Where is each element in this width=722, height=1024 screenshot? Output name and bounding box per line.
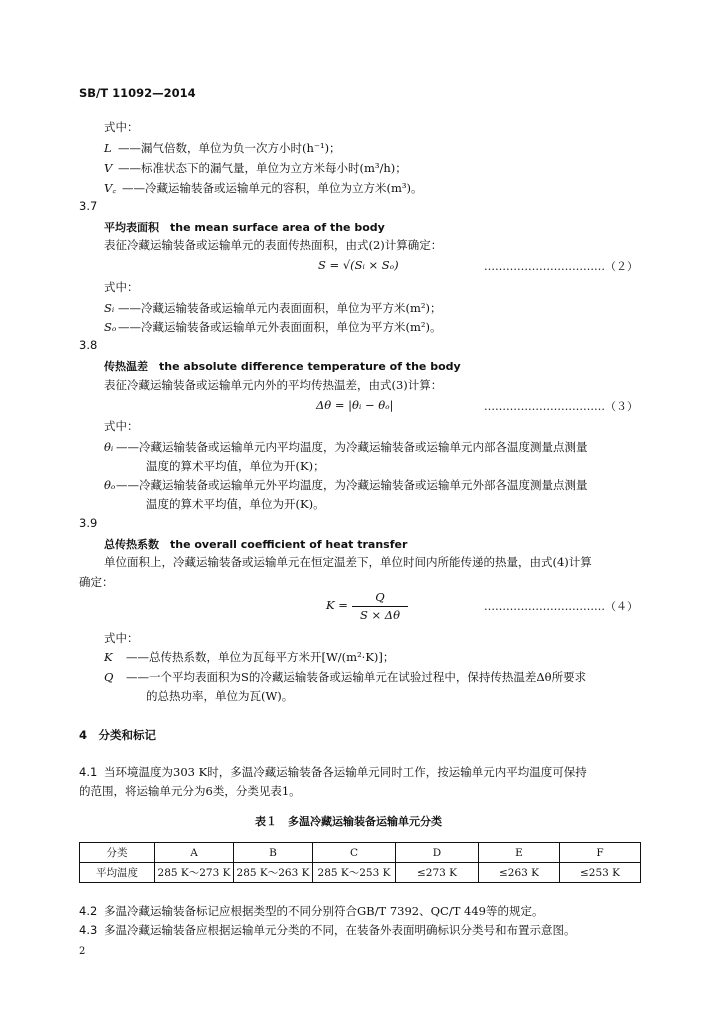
- def-theta-i-line2: 温度的算术平均值，单位为开(K)；: [146, 459, 325, 473]
- header-cell-category: 分类: [80, 843, 155, 863]
- def-L: ——漏气倍数，单位为负一次方小时(h⁻¹)；: [118, 141, 341, 155]
- header-cell-a: A: [155, 843, 234, 863]
- symbol-So: Sₒ: [104, 320, 117, 334]
- section-4-title: 4 分类和标记: [79, 728, 157, 742]
- symbol-Vc: V꜀: [104, 181, 117, 195]
- header-cell-c: C: [313, 843, 396, 863]
- standard-code: SB/T 11092—2014: [79, 86, 196, 100]
- clause-4-2-text: 多温冷藏运输装备标记应根据类型的不同分别符合GB/T 7392、QC/T 449等的规定。: [104, 904, 544, 918]
- header-cell-b: B: [234, 843, 313, 863]
- table-header-row: [80, 843, 641, 863]
- clause-4-3-text: 多温冷藏运输装备应根据运输单元分类的不同，在装备外表面明确标识分类号和布置示意图。: [104, 923, 576, 937]
- symbol-V: V: [104, 161, 113, 175]
- formula-3: Δθ = |θᵢ − θₒ|: [316, 398, 394, 412]
- def-Q-line2: 的总热功率，单位为瓦(W)。: [146, 689, 294, 703]
- section-3-7-desc: 表征冷藏运输装备或运输单元的表面传热面积，由式(2)计算确定：: [104, 238, 443, 252]
- section-3-8-title: 传热温差 the absolute difference temperature of the body: [104, 360, 461, 373]
- formula-4-numerator: Q: [375, 590, 385, 604]
- section-3-9-number: 3.9: [79, 516, 98, 530]
- section-3-8-desc: 表征冷藏运输装备或运输单元内外的平均传热温差，由式(3)计算：: [104, 378, 443, 392]
- section-3-9-intro: 式中：: [104, 631, 139, 645]
- clause-4-1-number: 4.1: [79, 765, 98, 779]
- defs-intro: 式中：: [104, 120, 139, 134]
- section-3-8-number: 3.8: [79, 338, 98, 352]
- def-Q-line1: ——一个平均表面积为S的冷藏运输装备或运输单元在试验过程中，保持传热温差Δθ所要求: [126, 670, 587, 684]
- section-3-9-desc-line1: 单位面积上，冷藏运输装备或运输单元在恒定温差下，单位时间内所能传递的热量，由式(4)计算: [104, 555, 592, 569]
- symbol-theta-o: θₒ: [104, 478, 116, 492]
- cell-c: 285 K～253 K: [313, 863, 396, 883]
- symbol-theta-i: θᵢ: [104, 440, 114, 454]
- def-theta-i-line1: ——冷藏运输装备或运输单元内平均温度，为冷藏运输装备或运输单元内部各温度测量点测量: [116, 440, 588, 454]
- page-number: 2: [79, 946, 86, 957]
- clause-4-2-number: 4.2: [79, 904, 98, 918]
- formula-4-denominator: S × Δθ: [359, 608, 401, 622]
- header-cell-f: F: [560, 843, 641, 863]
- symbol-Q: Q: [104, 670, 114, 684]
- section-3-7-title: 平均表面积 the mean surface area of the body: [104, 221, 385, 234]
- symbol-K: K: [104, 650, 113, 664]
- header-cell-d: D: [396, 843, 479, 863]
- clause-4-1-line1: 当环境温度为303 K时，多温冷藏运输装备各运输单元同时工作，按运输单元内平均温度可保持: [104, 765, 587, 779]
- section-3-8-intro: 式中：: [104, 419, 139, 433]
- cell-d: ≤273 K: [396, 863, 479, 883]
- def-K: ——总传热系数，单位为瓦每平方米开[W/(m²·K)]；: [126, 650, 395, 664]
- def-So: ——冷藏运输装备或运输单元外表面面积，单位为平方米(m²)。: [118, 320, 442, 334]
- equation-number-3: ……………………………（３）: [484, 400, 638, 413]
- cell-f: ≤253 K: [560, 863, 641, 883]
- section-3-9-desc-line2: 确定：: [79, 575, 114, 589]
- formula-2: S = √(Sᵢ × Sₒ): [318, 258, 399, 272]
- equation-number-4: ……………………………（４）: [484, 600, 638, 613]
- def-theta-o-line2: 温度的算术平均值，单位为开(K)。: [146, 497, 325, 511]
- section-3-9-title: 总传热系数 the overall coefficient of heat transfer: [104, 538, 408, 551]
- formula-4-lhs: K =: [326, 598, 348, 612]
- cell-e: ≤263 K: [479, 863, 560, 883]
- section-3-7-number: 3.7: [79, 199, 98, 213]
- def-theta-o-line1: ——冷藏运输装备或运输单元外平均温度，为冷藏运输装备或运输单元外部各温度测量点测量: [116, 478, 588, 492]
- section-3-7-intro: 式中：: [104, 280, 139, 294]
- header-cell-e: E: [479, 843, 560, 863]
- symbol-L: L: [104, 141, 112, 155]
- clause-4-1-line2: 的范围，将运输单元分为6类，分类见表1。: [79, 784, 301, 798]
- table-1-title: 表１ 多温冷藏运输装备运输单元分类: [255, 815, 442, 828]
- equation-number-2: ……………………………（２）: [484, 260, 638, 273]
- cell-a: 285 K～273 K: [155, 863, 234, 883]
- symbol-Si: Sᵢ: [104, 301, 115, 315]
- row-label-average-temperature: 平均温度: [80, 863, 155, 883]
- clause-4-3-number: 4.3: [79, 923, 98, 937]
- def-Vc: ——冷藏运输装备或运输单元的容积，单位为立方米(m³)。: [122, 181, 423, 195]
- def-V: ——标准状态下的漏气量，单位为立方米每小时(m³/h)；: [118, 161, 407, 175]
- def-Si: ——冷藏运输装备或运输单元内表面面积，单位为平方米(m²)；: [118, 301, 442, 315]
- cell-b: 285 K～263 K: [234, 863, 313, 883]
- table-row: [80, 863, 641, 883]
- fraction-bar: [352, 606, 408, 607]
- classification-table: [79, 842, 641, 883]
